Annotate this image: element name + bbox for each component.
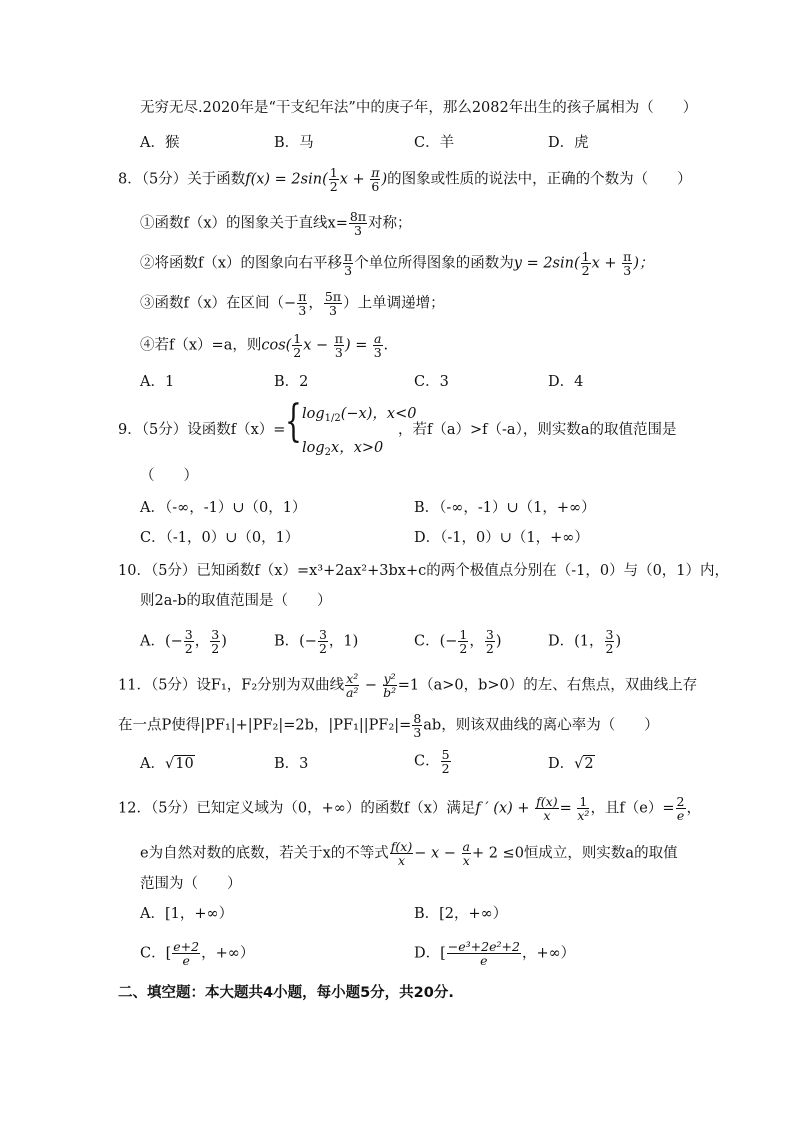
q7-option-c: C．羊 bbox=[414, 135, 455, 151]
q8-stem bbox=[118, 166, 692, 193]
q11-option-d: D．√2 bbox=[548, 756, 594, 772]
q12-option-d: D．[ $\frac{\text{−e³+2e²+2}}{e}$ ，+∞） bbox=[414, 939, 576, 969]
q7-continuation: 无穷无尽.2020年是“干支纪年法”中的庚子年，那么2082年出生的孩子属相为（ ） bbox=[140, 100, 698, 116]
q12-option-a: A．[1，+∞） bbox=[140, 906, 234, 922]
q8-close-paren: ) bbox=[381, 171, 388, 188]
q12-stem-line-1: 12．（5分）已知定义域为（0，+∞）的函数f（x）满足f ′ (x) + $\frac{f(x)}{x}$ = $\frac{1}{\text{x²}}$ ，且f（e）= $\frac{2}{e}$ ， bbox=[118, 794, 701, 824]
q11-option-b: B．3 bbox=[274, 756, 309, 772]
q12-stem-line-2: e为自然对数的底数，若关于x的不等式 $\frac{f(x)}{x}$ − x − $\frac{a}{x}$ + 2 ≤0恒成立，则实数a的取值 bbox=[140, 839, 678, 869]
q10-option-c: C．(− $\frac{1}{2}$ ， $\frac{3}{2}$ ) bbox=[414, 627, 502, 657]
q8-option-c: C．3 bbox=[414, 374, 449, 390]
q8-stem-tail: 的图象或性质的说法中，正确的个数为（ ） bbox=[387, 171, 692, 188]
q8-half-fraction: $\frac{1}{2}$ bbox=[329, 165, 338, 195]
q9-case-2: $\log_2x$，x>0 bbox=[302, 440, 384, 458]
q8-statement-2: ②将函数f（x）的图象向右平移 $\frac{\pi}{3}$ 个单位所得图象的函数为y = 2sin( $\frac{1}{2}$ x + $\frac{\pi}{3}$ )； bbox=[140, 249, 654, 279]
q9-option-a: A．（-∞，-1）∪（0，1） bbox=[140, 500, 307, 516]
q10-stem-line-2: 则2a-b的取值范围是（ ） bbox=[140, 593, 332, 609]
q9-option-d: D．（-1，0）∪（1，+∞） bbox=[414, 530, 589, 546]
q9-option-c: C．（-1，0）∪（0，1） bbox=[140, 530, 300, 546]
q9-paren: （ ） bbox=[140, 468, 198, 484]
section-2-heading: 二、填空题：本大题共4小题，每小题5分，共20分. bbox=[118, 985, 454, 1001]
q12-option-c: C．[ $\frac{e+2}{e}$ ，+∞） bbox=[140, 939, 255, 969]
q8-option-a: A．1 bbox=[140, 374, 175, 390]
q11-option-c: C． $\frac{5}{2}$ bbox=[414, 747, 450, 777]
q8-option-b: B．2 bbox=[274, 374, 309, 390]
q10-option-a: A．(− $\frac{3}{2}$ ， $\frac{3}{2}$ ) bbox=[140, 627, 227, 657]
q8-function: f(x) = 2sin( bbox=[245, 171, 328, 188]
q12-option-b: B．[2，+∞） bbox=[414, 906, 508, 922]
q8-statement-4: ④若f（x）=a，则cos( $\frac{1}{2}$ x − $\frac{\pi}{3}$ ) = $\frac{a}{3}$ . bbox=[140, 331, 389, 361]
q8-pi6-fraction: $\frac{\pi}{6}$ bbox=[371, 165, 380, 195]
q7-option-a: A．猴 bbox=[140, 135, 180, 151]
q9-stem-tail: ，若f（a）>f（-a），则实数a的取值范围是 bbox=[398, 422, 677, 438]
q10-stem-line-1: 10．（5分）已知函数f（x）=x³+2ax²+3bx+c的两个极值点分别在（-1，0）与（0，1）内， bbox=[118, 563, 730, 579]
q7-option-d: D．虎 bbox=[548, 135, 589, 151]
q7-option-b: B．马 bbox=[274, 135, 314, 151]
q10-option-d: D．(1， $\frac{3}{2}$ ) bbox=[548, 627, 622, 657]
q10-option-b: B．(− $\frac{3}{2}$ ，1) bbox=[274, 627, 359, 657]
q9-case-1: $\log_{1/2}(-x)$，x<0 bbox=[302, 406, 417, 424]
q11-stem-line-1: 11．（5分）设F₁，F₂分别为双曲线 $\frac{\text{x²}}{\text{a²}}$ − $\frac{\text{y²}}{\text{b²}}$ =1（a>0，b>0）的左、右焦点，双曲线上存 bbox=[118, 671, 698, 701]
q8-statement-1: ①函数f（x）的图象关于直线x= $\frac{8\pi}{3}$ 对称； bbox=[140, 209, 412, 239]
q11-stem-line-2: 在一点P使得|PF₁|+|PF₂|=2b，|PF₁||PF₂|= $\frac{8}{3}$ ab，则该双曲线的离心率为（ ） bbox=[118, 711, 659, 741]
q11-option-a: A．√10 bbox=[140, 756, 194, 772]
q8-x-plus: x + bbox=[339, 171, 365, 188]
q8-stem-text: 8．（5分）关于函数 bbox=[118, 171, 246, 188]
q8-option-d: D．4 bbox=[548, 374, 584, 390]
q12-stem-line-3: 范围为（ ） bbox=[140, 876, 242, 892]
q8-statement-3: ③函数f（x）在区间（− $\frac{\pi}{3}$ ， $\frac{5\pi}{3}$ ）上单调递增； bbox=[140, 289, 445, 319]
q9-brace: { bbox=[285, 396, 302, 447]
q9-option-b: B．（-∞，-1）∪（1，+∞） bbox=[414, 500, 596, 516]
q9-stem-head: 9．（5分）设函数f（x）= bbox=[118, 422, 286, 438]
